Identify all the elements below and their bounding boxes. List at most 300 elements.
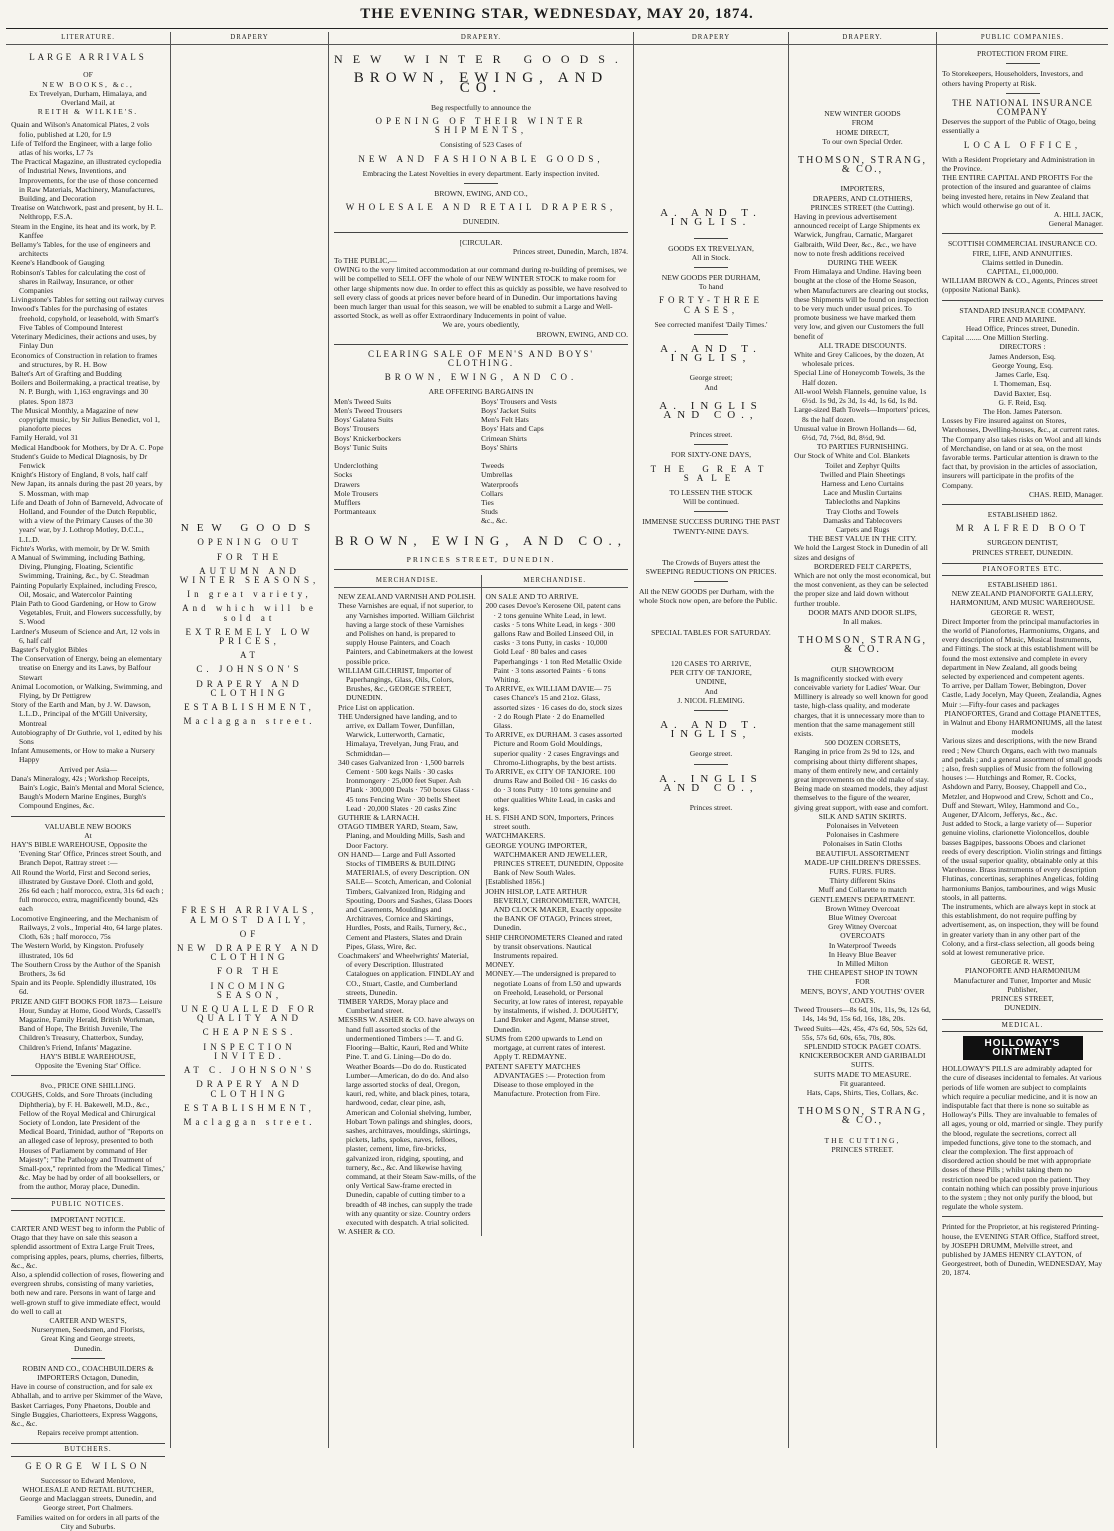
ad-line: GENTLEMEN'S DEPARTMENT. [809, 894, 916, 904]
ad-line: ALL TRADE DISCOUNTS. [818, 340, 907, 350]
list-item: MESSRS W. ASHER & CO. have always on hand full assorted stocks of the undermentioned Timbers :— T. and G. Flooring—Baltic, Kauri, Red and White Pine. T. and G. Lining—Do do do. Weather Boards—Do do do. Rusticated Lumber—American, do do do. And also large assorted stocks of deal, Oregon, kauri, red, white, and black pines, totara, hardwood, cedar, clear pine, ash, American and Colonial shelving, lumber, Hobart Town palings and shingles, doors, sashes, architraves, mouldings, skirtings, pickets, laths, spokes, naves, felloes, plaster, cement, lime, fire-bricks, galvanized iron, ridging, spouting, and turnery, &c., &c. And likewise having command, at their Steam Saw-mills, of the only Vertical Saw-frame erected in Dunedin, capable of cutting timber to a breadth of 48 inches, can supply the trade with any quantity or size. Country orders executed with despatch. A trial solicited. [338, 1015, 476, 1227]
firm-name: A. AND T. INGLIS, [660, 718, 762, 741]
column-head: MERCHANDISE. [482, 575, 629, 588]
divider [694, 444, 728, 445]
list-item: Harness and Leno Curtains [821, 478, 904, 488]
ad-line: And [704, 382, 718, 392]
list-item: Painting Popularly Explained, including Fresco, Oil, Mosaic, and Watercolor Painting [11, 580, 157, 599]
column-head: DRAPERY. [329, 32, 633, 45]
divider [942, 1216, 1103, 1217]
ad-line: HOME DIRECT, [835, 127, 889, 137]
column-drapery-thomson-strang [788, 32, 936, 1448]
ad-line: MEN'S, BOYS', AND YOUTHS' OVER COATS. [800, 986, 925, 1005]
list-item: Autobiography of Dr Guthrie, vol 1, edited by his Sons [11, 727, 163, 747]
ad-line: SILK AND SATIN SKIRTS. [818, 811, 907, 821]
circular-sign: BROWN, EWING, AND CO. [536, 329, 628, 339]
list-item: In great variety, [187, 589, 312, 600]
list-item: Infant Amusements, or How to make a Nursery Happy [11, 746, 155, 765]
list-item: PATENT SAFETY MATCHES ADVANTAGES :— Protection from Disease to those employed in the Manufacture. Protection from Fire. [485, 1061, 606, 1099]
divider [11, 816, 165, 817]
circular-date: Princes street, Dunedin, March, 1874. [512, 246, 628, 256]
list-item: THE Undersigned have landing, and to arrive, ex Dallam Tower, Dunfillan, Warwick, Lutterworth, Carnatic, Himalaya, Trevelyan, Jung Frau, and Schmidtdan— [338, 711, 459, 758]
book-list [11, 120, 165, 764]
ad-line: THE GREAT SALE [650, 463, 772, 483]
list-item: Portmanteaux [334, 507, 377, 517]
ad-line: PIANOFORTE AND HARMONIUM [964, 966, 1081, 976]
ad-body: Direct Importer from the principal manufactories in the world of Pianofortes, Harmoniums, Organs, and every description of Music, Musical Instruments, and Fittings. The stock at this establishment will be found the most extensive and complete in every department in New Zealand, all goods being selected by experienced and competent agents. [942, 616, 1100, 681]
ad-sign: HAY'S BIBLE WAREHOUSE, [40, 1051, 136, 1061]
ad-line: OPENING OF THEIR WINTER SHIPMENTS, [375, 116, 587, 136]
list-item: Tablecloths and Napkins [825, 497, 900, 507]
list-item: Boys' Knickerbockers [334, 433, 401, 443]
ad-line: Fit guaranteed. [839, 1078, 886, 1088]
ad-line: In all makes. [842, 616, 882, 626]
list-item: Mole Trousers [334, 488, 379, 498]
list-item: In Waterproof Tweeds [828, 940, 897, 950]
ad-line: CAPITAL, £1,000,000. [986, 267, 1059, 277]
list-item: ON SALE AND TO ARRIVE. [485, 592, 579, 602]
ad-line: PRINCES STREET, DUNEDIN. [972, 547, 1073, 557]
ad-sign: Dunedin. [73, 1343, 103, 1353]
list-item: Toilet and Zephyr Quilts [825, 460, 900, 470]
ad-body: THE ENTIRE CAPITAL AND PROFITS For the protection of the insured and guarantee of claims being invested here, retains in New Zealand that which would otherwise go out of it. [942, 173, 1093, 210]
ad-line: Embracing the Latest Novelties in every department. Early inspection invited. [362, 168, 600, 178]
masthead-rule [6, 28, 1108, 29]
ad-line: Will be continued. [683, 497, 739, 507]
list-item: Collars [481, 488, 503, 498]
firm-name: A. AND T. INGLIS, [660, 343, 762, 365]
list-item: OTAGO TIMBER YARD, Steam, Saw, Planing, and Moulding Mills, Sash and Door Factory. [338, 822, 465, 850]
list-item: The Southern Cross by the Author of the Spanish Brothers, 3s 6d [11, 959, 161, 978]
ad-body: Also, a splendid collection of roses, flowering and evergreen shrubs, consisting of many varieties, both new and rare. Persons in want of large and well-grown stuff to give immediate effect, would do well to call at [11, 1270, 164, 1316]
list-item: Ties [481, 497, 494, 507]
ad-line: DUNEDIN. [1004, 1003, 1041, 1013]
ad-body: COUGHS, Colds, and Sore Throats (including Diphtheria), by F. H. Bakewell, M.D., &c., Fellow of the Royal Medical and Chirurgical Society of London, late President of the Medical Board, Trinidad, author of "Reports on an alleged case of leprosy, presented to both Houses of Parliament by command of Her Majesty"; "The Pathology and Treatment of Small-pox," reprinted from the 'Medical Times,' &c. May be had by order of all booksellers, or from the author, Moray place, Dunedin. [11, 1090, 165, 1192]
ad-body: Ranging in price from 2s 9d to 12s, and comprising about thirty different shapes, many of them entirely new, and certainly great improvements on the old make of stay. Being made on steamed models, they adjust themselves to the figure of the wearer, giving great support, with ease and comfort. [794, 747, 929, 812]
list-item: Carpets and Rugs [835, 524, 890, 534]
ad-line: PER CITY OF TANJORE, [670, 668, 752, 678]
list-item: CHEAPNESS. [202, 1027, 297, 1038]
holloway-logo: HOLLOWAY'S OINTMENT [963, 1036, 1083, 1060]
section-head: BUTCHERS. [11, 1443, 165, 1456]
ad-line: PRINCES STREET (the Cutting). [810, 202, 915, 212]
list-item: Waterproofs [481, 479, 519, 489]
column-head: DRAPERY [634, 32, 788, 45]
ad-line: NEW GOODS PER DURHAM, [661, 273, 761, 283]
list-item: ON HAND— Large and Full Assorted Stocks of TIMBERS & BUILDING MATERIALS, of every Description. ON SALE— Scotch, American, and Colonial Timbers, Galvanized Iron, Ridging and Spouting, Doors and Sashes, Glass Doors and Casements, Mouldings and Architraves, Cornice and Skirtings, Hurdles, Posts, and Rails, Turnery, &c., Cement and Plasters, Slates and Drain Pipes, Glass, Wire, &c. [338, 849, 473, 951]
list-item: Blue Witney Overcoat [828, 913, 897, 923]
list-item: All-wool Welsh Flannels, genuine value, 1s 6½d. 1s 9d, 2s 3d, 1s 4d, 1s 6d, 1s 8d. [794, 386, 927, 406]
ad-line: Arrived per Asia— [58, 764, 118, 774]
list-item: Coachmakers' and Wheelwrights' Material, of every Description. Illustrated Catalogues on application. FINDLAY and CO., Stuart, Castle, and Cumberland streets, Dunedin. [338, 951, 474, 997]
ad-line: TWENTY-NINE DAYS. [673, 526, 749, 536]
ad-line: Consisting of 523 Cases of [440, 140, 522, 150]
ad-line: NEW WINTER GOODS [824, 109, 901, 119]
list-item: NEW ZEALAND VARNISH AND POLISH. [338, 592, 476, 602]
list-item: James Anderson, Esq. [989, 351, 1056, 361]
column-drapery-brown-ewing [328, 32, 633, 1448]
ad-line: Tweed Suits—42s, 45s, 47s 6d, 50s, 52s 6d, 55s, 57s 6d, 60s, 65s, 70s, 80s. [794, 1023, 928, 1042]
list-item: EXTREMELY LOW PRICES, [185, 626, 314, 647]
ad-line: GEORGE R. WEST, [990, 957, 1055, 967]
list-item: DRAPERY AND CLOTHING [196, 678, 303, 698]
ad-line: Capital ........ One Million Sterling. [942, 333, 1049, 343]
ad-line: Families waited on for orders in all parts of the City and Suburbs. [16, 1512, 160, 1531]
list-item: Boys' Trousers and Vests [481, 396, 557, 406]
ad-sign: Opposite the 'Evening Star' Office. [35, 1060, 141, 1070]
list-item: INCOMING SEASON, [210, 980, 289, 1000]
ad-line: WILLIAM BROWN & CO., Agents, Princes street (opposite National Bank). [942, 276, 1098, 295]
divider [694, 267, 728, 268]
ad-title: MR ALFRED BOOT [955, 523, 1090, 534]
list-item: Animal Locomotion, or Walking, Swimming, and Flying, by Dr Pettigrew [11, 681, 163, 701]
directors-list [942, 352, 1103, 416]
list-item: To ARRIVE, ex WILLIAM DAVIE— 75 cases Chance's 15 and 21oz. Glass, assorted sizes · 16 cases do do, stock sizes · 2 do Rough Plate · 2 do Enamelled Glass. [485, 684, 623, 730]
section-head: PUBLIC NOTICES. [11, 1198, 165, 1211]
sale-list-right [481, 397, 628, 526]
list-item: Grey Witney Overcoat [828, 922, 897, 932]
ad-line: GEORGE R. WEST, [990, 607, 1055, 617]
list-item: G. F. Reid, Esq. [998, 397, 1047, 407]
list-item: AUTUMN AND WINTER SEASONS, [179, 565, 320, 586]
list-item: JOHN HISLOP, LATE ARTHUR BEVERLY, CHRONOMETER, WATCH, AND CLOCK MAKER, Exactly opposite the BANK OF OTAGO, Princes street, Dunedin. [485, 886, 622, 933]
ad-body: We hold the Largest Stock in Dunedin of all sizes and designs of [794, 543, 928, 562]
list-item: Keene's Handbook of Gauging [11, 258, 105, 268]
column-head: DRAPERY. [789, 32, 936, 45]
list-item: DRAPERY AND CLOTHING [196, 1079, 303, 1099]
list-item: C. JOHNSON'S [196, 664, 303, 675]
polonaise-list [794, 821, 931, 849]
divider [11, 1075, 165, 1076]
list-item: Livingstone's Tables for setting out railway curves [11, 295, 164, 305]
list-item: Crimean Shirts [481, 433, 527, 443]
ad-line: IMPORTERS, [840, 184, 885, 194]
list-item: Boys' Galatea Suits [334, 415, 394, 425]
ad-line: TO PARTIES FURNISHING. [816, 442, 909, 452]
list-item: The Hon. James Paterson. [982, 406, 1063, 416]
list-item: Fichte's Works, with memoir, by Dr W. Smith [11, 543, 150, 553]
ad-line: At [84, 830, 92, 840]
list-item: The Practical Magazine, an illustrated cyclopedia of Industrial News, Inventions, and Improvements, for the use of those concerned in Raw Materials, Machinery, Manufactures, Building, and Decoration [11, 157, 162, 204]
ad-line: Repairs receive prompt attention. [37, 1428, 139, 1438]
list-item: Life and Death of John of Barneveld, Advocate of Holland, and Founder of the Dutch Republic, with a view of the Primary Causes of the 30 years' war, by J. Lothrop Motley, D.C.L., L.L.D. [11, 497, 164, 544]
list-item: Spain and its People. Splendidly illustrated, 10s 6d. [11, 978, 157, 997]
sale-list [334, 397, 628, 526]
list-item: Boilers and Boilermaking, a practical treatise, by N. P. Burgh, with 1,163 engravings and 30 plates. Spon 1873 [11, 378, 160, 406]
ad-line: The Crowds of Buyers attest the [661, 557, 761, 567]
furs-list [794, 876, 931, 894]
ad-line: BROWN, EWING, AND CO., [434, 189, 528, 199]
divider [942, 300, 1103, 301]
furnishing-list [794, 461, 931, 535]
list-item: Family Herald, vol 31 [11, 433, 79, 443]
list-item [481, 452, 628, 461]
ad-sign: Great King and George streets, [40, 1334, 136, 1344]
ad-line: George street. [689, 749, 733, 759]
ad-line: FOR [855, 977, 870, 987]
list-item: Polonaises in Satin Cloths [822, 839, 903, 849]
ad-line: Head Office, Princes street, Dunedin. [965, 324, 1080, 334]
list-item: Boys' Jacket Suits [481, 405, 536, 415]
circular-body: OWING to the very limited accommodation at our command during re-building of premises, we will be compelled to SELL OFF the whole of our NEW WINTER STOCK to make room for other large shipments now due. In order to effect this as quickly as possible, we have resolved to sell every class of goods at prices never before heard of in Dunedin. Our importations having been much larger than usual for this season, we will be enabled to submit a Large and Well-assorted Stock, as well as offer Extraordinary Inducements in point of value. [334, 265, 628, 321]
ad-line: SURGEON DENTIST, [987, 538, 1058, 548]
list-item: Lace and Muslin Curtains [823, 488, 902, 498]
ad-line: PRINCES STREET. [831, 1144, 894, 1154]
list-item: Underclothing [334, 461, 378, 471]
list-item: &c., &c. [481, 516, 508, 526]
list-item: Polonaises in Cashmere [826, 830, 899, 840]
ad-line: DRAPERS, AND CLOTHIERS, [812, 193, 913, 203]
ad-body: To arrive, per Dallam Tower, Bebington, Dover Castle, Lady Jocelyn, May Queen, Zealandia, Agnes Muir :—Fifty-four cases and packages [942, 681, 1102, 709]
ad-head: 8vo., PRICE ONE SHILLING. [40, 1081, 136, 1091]
list-item: In Milled Milton [836, 959, 889, 969]
list-item: Lardner's Museum of Science and Art, 12 vols in 6, half calf [11, 626, 160, 645]
ad-line: TO LESSEN THE STOCK [669, 488, 753, 498]
divider [694, 710, 728, 711]
list-item: FOR THE [216, 966, 283, 977]
ad-line: NEW AND FASHIONABLE GOODS, [358, 153, 604, 164]
list-item: Knight's History of England, 8 vols, half calf [11, 470, 148, 480]
ad-line: ESTABLISHED 1861. [987, 579, 1058, 589]
list-item: Thirty different Skins [829, 876, 896, 886]
list-item [334, 452, 481, 461]
column-drapery-johnson [170, 32, 328, 1448]
list-item: To ARRIVE, ex DURHAM. 3 cases assorted Picture and Room Gold Mouldings, superior quality · 2 cases Engravings and Chromo-Lithographs, by the best artists. [485, 730, 623, 767]
list-item: 200 cases Devoe's Kerosene Oil, patent cans · 2 tons genuine White Lead, in lewt. casks · 5 tons White Lead, in kegs · 300 gallons Raw and Boiled Linseed Oil, in casks · 3 tons Putty, in casks · 10,000 Gold Leaf · 80 bales and cases Paperhangings · 1 ton Red Metallic Oxide Paint · 3 tons assorted Paints · 6 tons Whiting. [485, 601, 622, 684]
list-item: Tray Cloths and Towels [826, 506, 899, 516]
ad-line: Claims settled in Dunedin. [982, 257, 1063, 267]
list-item: James Carle, Esq. [995, 370, 1050, 380]
ad-body: From Himalaya and Undine. Having been bought at the close of the Home Season, when Manufacturers are clearing out stocks, these Shipments will be found on inspection to be very much under usual prices. To promote business we have marked them very low, and given our Customers the full benefit of [794, 267, 929, 341]
list-item: Boys' Trousers [334, 424, 380, 434]
ad-line: Ex Trevelyan, Durham, Himalaya, and [29, 88, 147, 98]
list-item: FOR THE [216, 551, 283, 562]
divider [694, 511, 728, 512]
ad-line: Overland Mail, at [61, 98, 115, 108]
ad-body: Is magnificently stocked with every conceivable variety for Ladies' Wear. Our Millinery is already so well known for good taste, high-class quality, and moderate charges, that it is unnecessary more than to mention that the same management still exists. [794, 673, 928, 738]
ad-line: 500 DOZEN CORSETS, [824, 738, 901, 748]
merchandise-section [334, 575, 628, 1236]
list-item: The Conservation of Energy, being an elementary treatise on Energy and its Laws, by Balfour Stewart [11, 654, 162, 682]
firm-name: BROWN, EWING, AND CO. [353, 70, 609, 96]
list-item: PRIZE AND GIFT BOOKS FOR 1873— Leisure Hour, Sunday at Home, Good Words, Cassell's Magazine, Family Herald, British Workman, Band of Hope, The British Juvenile, The Children's Treasury, Chatterbox, Sunday, Children's Friend, Infants' Magazine. [11, 996, 163, 1052]
list-item: Inwood's Tables for the purchasing of estates freehold, copyhold, or leasehold, with Smart's Five Tables of Compound Interest [11, 304, 159, 332]
list-item: UNEQUALLED FOR QUALITY AND [181, 1004, 318, 1024]
list-item: GEORGE YOUNG IMPORTER, WATCHMAKER AND JEWELLER, PRINCES STREET, DUNEDIN, Opposite Bank of New South Wales. [485, 840, 624, 878]
price-list [794, 350, 931, 442]
ad-line: ESTABLISHED 1862. [987, 509, 1058, 519]
list-item: 340 cases Galvanized Iron · 1,500 barrels Cement · 500 kegs Nails · 30 casks Ironmongery · 25,000 feet Super. Ash Plank · 300,000 Deals · 750 boxes Glass · 45 tons Fencing Wire · 30 bells Sheet Lead · 20,000 Slates · 20 casks Zinc [338, 757, 475, 813]
list-item: Drawers [334, 479, 360, 489]
johnson-ad-1 [176, 538, 323, 726]
list-item: Quain and Wilson's Anatomical Plates, 2 vols folio, published at L20, for L9 [11, 120, 150, 139]
ad-title: LARGE ARRIVALS [29, 52, 147, 63]
ad-line: FIRE AND MARINE. [988, 314, 1057, 324]
ad-title: LOCAL OFFICE, [963, 139, 1082, 150]
column-head: LITERATURE. [6, 32, 170, 45]
divider [334, 232, 628, 233]
list-item: Mufflers [334, 497, 361, 507]
list-item: FRESH ARRIVALS, ALMOST DAILY, [181, 905, 318, 925]
list-item: White and Grey Calicoes, by the dozen, At wholesale prices. [794, 350, 925, 369]
ad-line: FIRE, LIFE, AND ANNUITIES. [972, 248, 1073, 258]
list-item: Robinson's Tables for calculating the cost of shares in Railway, Insurance, or other Companies [11, 267, 146, 296]
firm-name: THOMSON, STRANG, & CO., [798, 155, 927, 176]
list-item: SHIP CHRONOMETERS Cleaned and rated by transit observations. Nautical Instruments repaired. [485, 932, 623, 961]
divider [694, 764, 728, 765]
list-item: Veterinary Medicines, their actions and uses, by Finlay Dun [11, 332, 157, 351]
ad-line: Beg respectfully to announce the [431, 102, 531, 112]
firm-name: A. AND T. INGLIS. [660, 207, 762, 229]
list-item: AT [240, 650, 259, 661]
section-head: MEDICAL. [942, 1019, 1103, 1032]
list-item: Price List on application. [338, 702, 415, 712]
divider [694, 334, 728, 335]
list-item: Large-sized Bath Towels—Importers' prices, 8s the half dozen. [794, 405, 930, 424]
imprint: Printed for the Proprietor, at his registered Printing-house, the EVENING STAR Office, Stafford street, by JOSEPH DRUMM, Melville street, and published by JAMES HENRY CLAYTON, of Georgestreet, both of Dunedin, WEDNESDAY, May 20, 1874. [942, 1222, 1103, 1278]
ad-line: Manufacturer and Tuner, Importer and Music Publisher, [953, 975, 1092, 994]
list-item: Men's Tweed Suits [334, 396, 392, 406]
list-item: Men's Tweed Trousers [334, 405, 403, 415]
list-item: Brown Witney Overcoat [825, 903, 900, 913]
list-item: These Varnishes are equal, if not superior, to any Varnishes imported. William Gilchrist having a large stock of these Varnishes and Polishes on hand, is prepared to supply House Painters, and Coach Painters, and Cabinetmakers at the lowest possible price. [338, 601, 475, 666]
list-item: Tweeds [481, 461, 505, 471]
ad-sign: CARTER AND WEST'S, [49, 1316, 127, 1326]
ad-body: Having in previous advertisement announced receipt of Large Shipments ex Warwick, Jungfrau, Carnatic, Margaret Galbraith, Wild Deer, &c., &c., we have now to note fresh additions received [794, 212, 921, 258]
list-item: Special Line of Honeycomb Towels, 3s the Half dozen. [794, 368, 925, 387]
ad-body: Just added to Stock, a large variety of— Superior genuine violins, clarionette Violoncellos, double basses Bagpipes, bassoons Oboes and clarionet reeds of every description. Violin strings and fittings of the usual superior quality, obtainable only at this Warehouse. Brass instruments of every description Flutinas, concertinas, seraphines Angelicas, folding harmoniums Banjos, tambourines, and wigs Music stools, in all patterns. [942, 819, 1102, 902]
circular-sign: We are, yours obediently, [442, 320, 520, 330]
list-item: Damasks and Tablecovers [822, 515, 903, 525]
ad-line: PRINCES STREET, [991, 994, 1054, 1004]
ad-title: NEW WINTER GOODS. [334, 52, 628, 67]
ad-body: CARTER AND WEST beg to inform the Public of Otago that they have on sale this season a splendid assortment of Extra Large Fruit Trees, comprising apples, pears, plums, cherries, filberts, &c., &c. [11, 1223, 165, 1270]
list-item: Medical Handbook for Mothers, by Dr A. C. Pope [11, 442, 164, 452]
ad-title: STANDARD INSURANCE COMPANY. [959, 305, 1086, 315]
ad-line: SWEEPING REDUCTIONS ON PRICES. [645, 567, 777, 577]
list-item: The Musical Monthly, a Magazine of new copyright music, by Sir Julius Benedict, vol 1, pianoforte pieces [11, 405, 160, 434]
list-item: And which will be sold at [182, 603, 317, 623]
list-item: NEW DRAPERY AND CLOTHING [176, 943, 322, 963]
divider [694, 238, 728, 239]
ad-line: OUR SHOWROOM [830, 664, 895, 674]
ad-line: FORTY-THREE CASES, [659, 295, 763, 315]
ad-line: 120 CASES TO ARRIVE, [670, 658, 752, 668]
ad-line: NEW BOOKS, &c., [42, 79, 134, 89]
ad-line: Hats, Caps, Shirts, Ties, Collars, &c. [806, 1087, 919, 1097]
list-item: The Western World, by Kingston. Profusely illustrated, 10s 6d [11, 941, 144, 960]
list-item: AT C. JOHNSON'S [183, 1065, 316, 1076]
ad-body: Various sizes and descriptions, with the new Brand reed ; New Church Organs, each with two manuals and pedals ; and a general assortment of small goods ; also, fresh supplies of Music from the following houses :— Hutchings and Romer, R. Cocks, Ashdown and Parry, Boosey, Chappell and Co., Metzler, and Hopwood and Crew, Schott and Co., Duff and Stewart, Wiley, Hammond and Co., Augener, D'Alcorn, Jefferys, &c., &c. [942, 736, 1103, 820]
ad-line: Successor to Edward Menlove, [40, 1475, 136, 1485]
list-item: Story of the Earth and Man, by J. W. Dawson, L.L.D., Principal of the M'Gill University, Montreal [11, 700, 151, 728]
list-item: GUTHRIE & LARNACH. [338, 813, 420, 823]
ad-line: WHOLESALE AND RETAIL BUTCHER, [22, 1485, 154, 1495]
johnson-ad-2 [176, 906, 323, 1127]
merchandise-right-list [486, 592, 625, 1098]
ad-line: GOODS EX TREVELYAN, [668, 243, 754, 253]
ad-line: KNICKERBOCKER AND GARIBALDI SUITS. [799, 1051, 926, 1070]
column-drapery-inglis [633, 32, 788, 1448]
list-item: OPENING OUT [197, 537, 302, 548]
ad-title: NEW GOODS [180, 522, 319, 535]
list-item: Men's Felt Hats [481, 415, 529, 425]
column-head: DRAPERY [171, 32, 328, 45]
ad-line: OVERCOATS [840, 931, 885, 941]
divider [71, 1358, 105, 1359]
ad-line: Tweed Trousers—8s 6d, 10s, 11s, 9s, 12s 6d, 14s, 14s 9d, 15s 6d, 16s, 18s, 20s. [794, 1005, 931, 1024]
ad-line: J. NICOL FLEMING. [677, 695, 745, 705]
ad-line: SUITS MADE TO MEASURE. [813, 1069, 912, 1079]
ad-line: To hand [698, 282, 724, 292]
column-head: PUBLIC COMPANIES. [937, 32, 1108, 45]
list-item: Studs [481, 507, 498, 517]
list-item: Muff and Collarette to match [818, 885, 907, 895]
ad-line: DURING THE WEEK [827, 258, 898, 268]
list-item: TIMBER YARDS, Moray place and Cumberland street. [338, 997, 449, 1016]
merchandise-left-list [338, 592, 477, 1236]
ad-line: Our Stock of White and Col. Blankets [794, 451, 910, 461]
list-item: Life of Telford the Engineer, with a large folio atlas of his works, L7 7s [11, 138, 152, 158]
list-item: W. ASHER & CO. [338, 1227, 395, 1237]
firm-name: BROWN, EWING, AND CO., [335, 532, 627, 548]
list-item: MONEY. [485, 960, 515, 970]
overcoat-list [794, 941, 931, 969]
ad-body: To Storekeepers, Householders, Investors, and others having Property at Risk. [942, 69, 1083, 88]
list-item: SUMS from £200 upwards to Lend on mortgage, at current rates of interest. Apply T. REDMAYNE. [485, 1033, 606, 1062]
merchandise-right [481, 575, 629, 1236]
list-item: WILLIAM GILCHRIST, Importer of Paperhangings, Glass, Oils, Colors, Brushes, &c., GEORGE STREET, DUNEDIN. [338, 665, 454, 703]
list-item: Maclaggan street. [183, 716, 316, 727]
ad-title: ROBIN AND CO., COACHBUILDERS & IMPORTERS Octagon, Dunedin, [22, 1363, 154, 1383]
ad-body: Losses by Fire insured against on Stores, Warehouses, Dwelling-houses, &c., at current rates. The Company also takes risks on Wool and all kinds of Merchandise, on land or at sea, on the most favorable terms. Particular attention is drawn to the fact that, by provision in the articles of association, insurers will participate in the profits of the Company. [942, 416, 1102, 490]
divider [464, 183, 498, 184]
ad-line: ARE OFFERING BARGAINS IN [428, 387, 534, 397]
ad-body: All the NEW GOODS per Durham, with the whole Stock now open, are before the Public. [639, 587, 778, 606]
ad-line: BEAUTIFUL ASSORTMENT [815, 848, 910, 858]
ad-title: IMPORTANT NOTICE. [50, 1214, 126, 1224]
ad-line: UNDINE, [695, 677, 727, 687]
column-head: MERCHANDISE. [334, 575, 481, 588]
list-item: Treatise on Watchwork, past and present, by H. L. Nelthropp, F.S.A. [11, 203, 164, 222]
column-public-companies [936, 32, 1108, 1448]
firm-name: A. INGLIS AND CO., [659, 399, 763, 422]
ad-sign: A. HILL JACK, [1053, 210, 1103, 220]
ad-line: FURS. FURS. FURS. [829, 867, 896, 877]
ad-line: THE CHEAPEST SHOP IN TOWN [807, 968, 918, 978]
ad-title: CLEARING SALE OF MEN'S AND BOYS' CLOTHING. [367, 348, 594, 369]
ad-title: NEW ZEALAND PIANOFORTE GALLERY, HARMONIUM, AND MUSIC WAREHOUSE. [950, 589, 1095, 608]
ad-line: DOOR MATS AND DOOR SLIPS, [808, 607, 917, 617]
list-item: In Heavy Blue Beaver [828, 949, 897, 959]
ad-line: THE BEST VALUE IN THE CITY. [808, 534, 917, 544]
ad-line: Princes street. [689, 430, 733, 440]
list-item: Maclaggan street. [183, 1116, 316, 1127]
ad-line: SPECIAL TABLES FOR SATURDAY. [651, 627, 771, 637]
firm-name: A. INGLIS AND CO., [659, 772, 763, 794]
ad-body: Deserves the support of the Public of Otago, being essentially a [942, 117, 1096, 136]
section-head: PIANOFORTES ETC. [942, 563, 1103, 576]
list-item: INSPECTION INVITED. [203, 1041, 296, 1061]
list-item: Steam in the Engine, its heat and its work, by P. Kanffee [11, 221, 156, 240]
ad-line: REITH & WILKIE'S. [37, 107, 139, 117]
list-item: To ARRIVE, ex CITY OF TANJORE. 100 drums Raw and Boiled Oil · 16 casks do do · 3 tons Putty · 10 tons genuine and other qualities White Lead, in casks and kegs. [485, 767, 617, 813]
list-item: I. Thomeman, Esq. [993, 379, 1052, 389]
ad-sign: General Manager. [1048, 219, 1103, 229]
ad-body: HOLLOWAY'S PILLS are admirably adapted for the cure of diseases incidental to females. At various periods of life women are subject to complaints which require a peculiar medicine, and it is now an indisputable fact that there is none so suitable as Holloway's Pills. They are invaluable to females of all ages, young or old, married or single. They purify the blood, regulate the secretions, correct all impeded functions, give tone to the stomach, and clear the complexion. The first approach of disordered action should be met with appropriate doses of these Pills ; whilst taking them no restriction need be placed upon the patient. They contain nothing which can possibly prove injurious to the system ; they not only purify the blood, but regulate the whole system. [942, 1064, 1103, 1212]
divider [334, 344, 628, 345]
list-item: Polonaises in Velveteen [826, 821, 899, 831]
